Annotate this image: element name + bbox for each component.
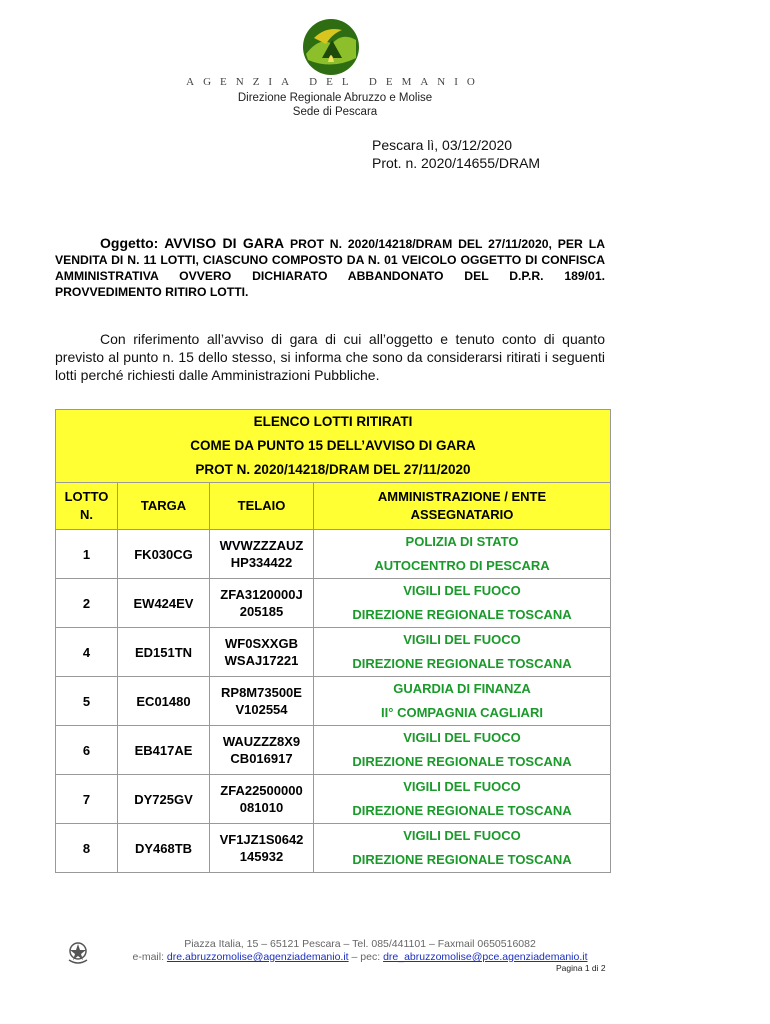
agency-name: AGENZIA DEL DEMANIO xyxy=(186,76,484,88)
email-link[interactable]: dre.abruzzomolise@agenziademanio.it xyxy=(166,951,349,963)
plate: DY725GV xyxy=(118,775,210,824)
administration: POLIZIA DI STATO AUTOCENTRO DI PESCARA xyxy=(314,530,611,579)
table-row xyxy=(56,775,611,824)
republic-emblem-icon xyxy=(66,940,90,966)
plate: EB417AE xyxy=(118,726,210,775)
lot-number: 7 xyxy=(56,775,118,824)
chassis: ZFA3120000J 205185 xyxy=(210,579,314,628)
table-row xyxy=(56,824,611,873)
administration: VIGILI DEL FUOCO DIREZIONE REGIONALE TOSCANA xyxy=(314,824,611,873)
lot-number: 6 xyxy=(56,726,118,775)
subject-main: AVVISO DI GARA xyxy=(164,235,285,251)
table-row xyxy=(56,726,611,775)
office-location: Sede di Pescara xyxy=(292,106,378,118)
administration: VIGILI DEL FUOCO DIREZIONE REGIONALE TOSCANA xyxy=(314,579,611,628)
chassis: WVWZZZAUZ HP334422 xyxy=(210,530,314,579)
agency-logo-icon xyxy=(302,18,360,76)
chassis: WAUZZZ8X9 CB016917 xyxy=(210,726,314,775)
chassis: WF0SXXGB WSAJ17221 xyxy=(210,628,314,677)
protocol-number: Prot. n. 2020/14655/DRAM xyxy=(372,155,541,171)
col-header-telaio: TELAIO xyxy=(210,483,314,530)
body-text: Con riferimento all’avviso di gara di cui all’oggetto e tenuto conto di quanto previsto al punto n. 15 dello stesso, si informa che sono da considerarsi ritirati i seguenti lotti perché richiesti dalle Amministrazioni Pubbliche. xyxy=(55,331,605,383)
lot-number: 1 xyxy=(56,530,118,579)
plate: EC01480 xyxy=(118,677,210,726)
plate: ED151TN xyxy=(118,628,210,677)
lot-number: 5 xyxy=(56,677,118,726)
footer-contacts xyxy=(100,951,620,963)
table-row xyxy=(56,530,611,579)
place-date: Pescara lì, 03/12/2020 xyxy=(372,137,513,153)
table-banner xyxy=(56,410,611,483)
body-paragraph xyxy=(55,330,605,384)
chassis: VF1JZ1S0642 145932 xyxy=(210,824,314,873)
chassis: ZFA22500000 081010 xyxy=(210,775,314,824)
page-number: Pagina 1 di 2 xyxy=(556,963,606,973)
plate: FK030CG xyxy=(118,530,210,579)
banner-protocol: PROT N. 2020/14218/DRAM DEL 27/11/2020 xyxy=(195,462,471,477)
withdrawn-lots-table xyxy=(55,409,611,873)
table-row xyxy=(56,677,611,726)
pec-label: – pec: xyxy=(351,951,381,963)
footer-address: Piazza Italia, 15 – 65121 Pescara – Tel. 085/441101 – Faxmail 0650516082 xyxy=(184,938,536,950)
plate: EW424EV xyxy=(118,579,210,628)
table-row xyxy=(56,628,611,677)
lot-number: 2 xyxy=(56,579,118,628)
subject-rest: PROT N. 2020/14218/DRAM DEL 27/11/2020, PER LA VENDITA DI N. 11 LOTTI, CIASCUNO COMPOSTO DA N. 01 VEICOLO OGGETTO DI CONFISCA AMMINISTRATIVA OVVERO DICHIARATO ABBANDONATO DEL D.P.R. 189/01. PROVVEDIMENTO RITIRO LOTTI. xyxy=(55,237,605,299)
col-header-amministrazione: AMMINISTRAZIONE / ENTE ASSEGNATARIO xyxy=(314,483,611,530)
lot-number: 8 xyxy=(56,824,118,873)
regional-direction: Direzione Regionale Abruzzo e Molise xyxy=(237,92,433,104)
administration: VIGILI DEL FUOCO DIREZIONE REGIONALE TOSCANA xyxy=(314,628,611,677)
administration: GUARDIA DI FINANZA II° COMPAGNIA CAGLIARI xyxy=(314,677,611,726)
email-label: e-mail: xyxy=(132,951,164,963)
subject-block xyxy=(55,235,605,300)
banner-subtitle: COME DA PUNTO 15 DELL’AVVISO DI GARA xyxy=(190,438,476,453)
table-row xyxy=(56,579,611,628)
chassis: RP8M73500E V102554 xyxy=(210,677,314,726)
col-header-lotto: LOTTO N. xyxy=(56,483,118,530)
administration: VIGILI DEL FUOCO DIREZIONE REGIONALE TOSCANA xyxy=(314,775,611,824)
col-header-targa: TARGA xyxy=(118,483,210,530)
plate: DY468TB xyxy=(118,824,210,873)
lot-number: 4 xyxy=(56,628,118,677)
subject-label: Oggetto: xyxy=(100,235,159,251)
pec-link[interactable]: dre_abruzzomolise@pce.agenziademanio.it xyxy=(383,951,588,963)
administration: VIGILI DEL FUOCO DIREZIONE REGIONALE TOSCANA xyxy=(314,726,611,775)
banner-title: ELENCO LOTTI RITIRATI xyxy=(253,414,413,429)
table-header-row xyxy=(56,483,611,530)
